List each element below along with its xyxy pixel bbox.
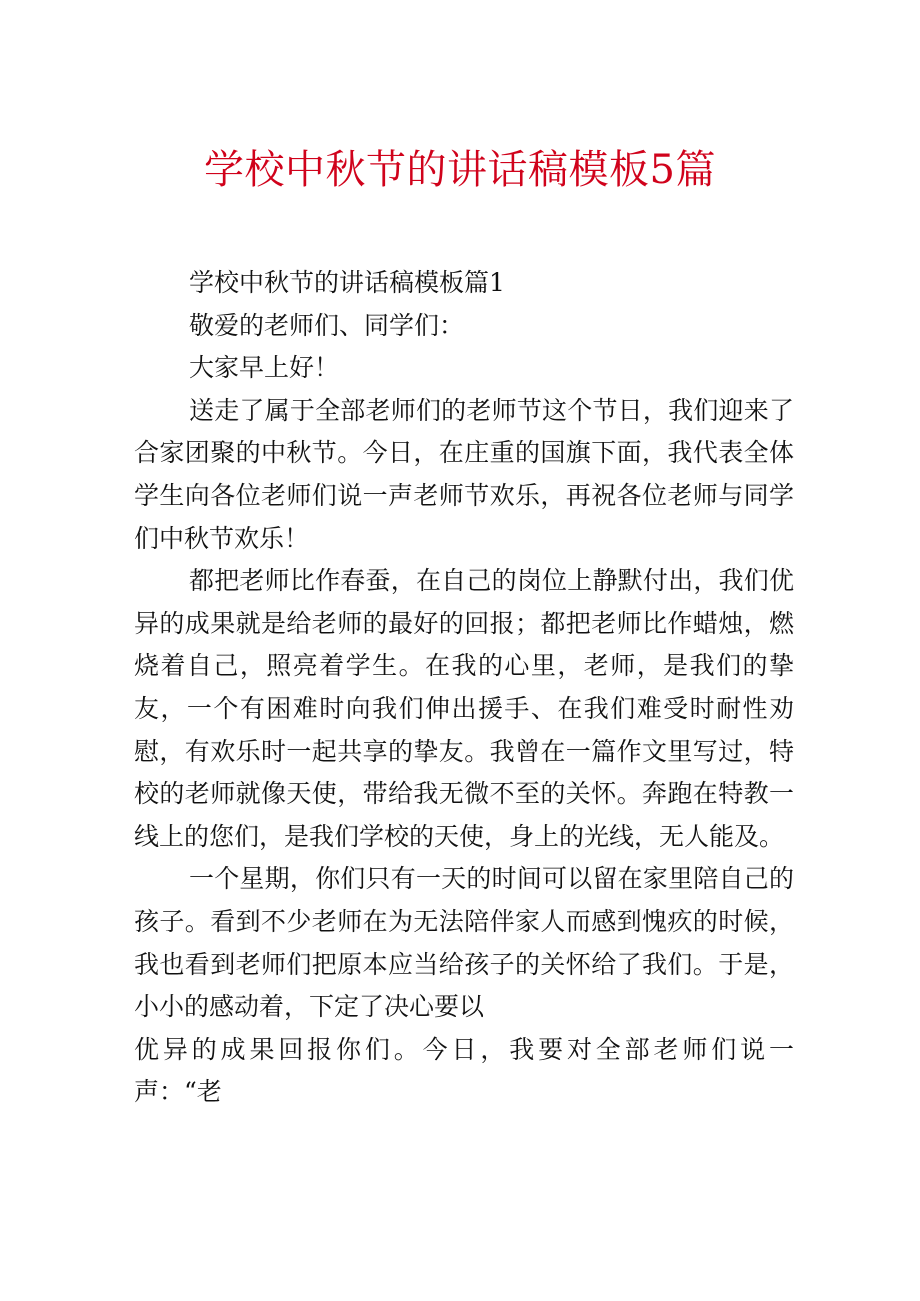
- section-heading: 学校中秋节的讲话稿模板篇1: [189, 268, 505, 297]
- document-title: 学校中秋节的讲话稿模板5篇: [204, 147, 716, 193]
- body-paragraph: 一个星期，你们只有一天的时间可以留在家里陪自己的孩子。看到不少老师在为无法陪伴家人而感到愧疚的时候，我也看到老师们把原本应当给孩子的关怀给了我们。于是，小小的感动着，下定了决心要以: [134, 864, 794, 1022]
- body-paragraph-continued: 优异的成果回报你们。今日，我要对全部老师们说一声：“老: [134, 1034, 794, 1107]
- greeting: 大家早上好！: [189, 353, 340, 383]
- body-paragraph: 都把老师比作春蚕，在自己的岗位上静默付出，我们优异的成果就是给老师的最好的回报；都把老师比作蜡烛，燃烧着自己，照亮着学生。在我的心里，老师，是我们的挚友，一个有困难时向我们伸出援手、在我们难受时耐性劝慰，有欢乐时一起共享的挚友。我曾在一篇作文里写过，特校的老师就像天使，带给我无微不至的关怀。奔跑在特教一线上的您们，是我们学校的天使，身上的光线，无人能及。: [134, 566, 794, 851]
- salutation: 敬爱的老师们、同学们：: [189, 310, 465, 340]
- document-body: [134, 262, 794, 1114]
- body-paragraph: 送走了属于全部老师们的老师节这个节日，我们迎来了合家团聚的中秋节。今日，在庄重的国旗下面，我代表全体学生向各位老师们说一声老师节欢乐，再祝各位老师与同学们中秋节欢乐！: [134, 395, 794, 553]
